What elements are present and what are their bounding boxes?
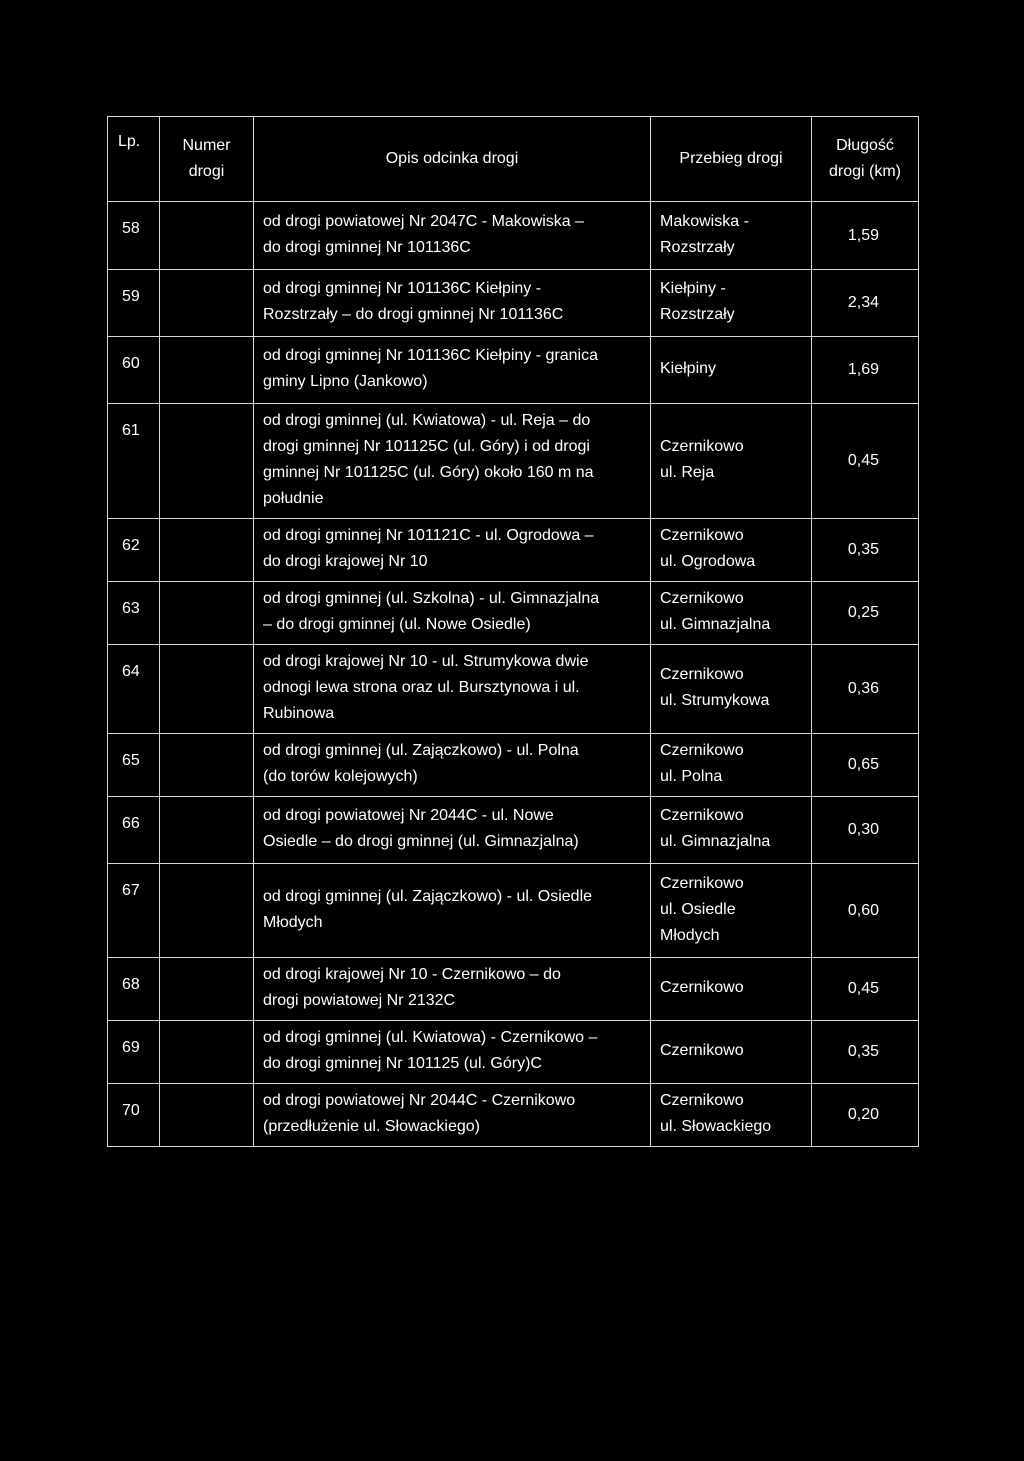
row-numer <box>160 582 254 645</box>
table-row <box>108 202 919 270</box>
row-opis: od drogi gminnej Nr 101121C - ul. Ogrodowa – do drogi krajowej Nr 10 <box>254 519 651 582</box>
row-opis: od drogi gminnej (ul. Kwiatowa) - ul. Reja – do drogi gminnej Nr 101125C (ul. Góry) i od drogi gminnej Nr 101125C (ul. Góry) około 160 m na południe <box>254 404 651 519</box>
row-lp: 65 <box>108 734 160 797</box>
row-przebieg: Czernikowo ul. Strumykowa <box>651 645 812 734</box>
row-opis: od drogi krajowej Nr 10 - ul. Strumykowa dwie odnogi lewa strona oraz ul. Bursztynowa i ul. Rubinowa <box>254 645 651 734</box>
row-numer <box>160 202 254 270</box>
row-opis: od drogi gminnej Nr 101136C Kiełpiny - Rozstrzały – do drogi gminnej Nr 101136C <box>254 270 651 337</box>
row-dlugosc: 0,25 <box>812 582 919 645</box>
row-numer <box>160 734 254 797</box>
row-przebieg: Czernikowo <box>651 958 812 1021</box>
row-lp: 70 <box>108 1084 160 1147</box>
row-opis: od drogi gminnej (ul. Zajączkowo) - ul. Osiedle Młodych <box>254 864 651 958</box>
header-numer <box>160 117 254 202</box>
row-numer <box>160 519 254 582</box>
header-dlugosc-line1: Długość <box>836 137 894 154</box>
row-lp: 64 <box>108 645 160 734</box>
table-row <box>108 645 919 734</box>
row-lp: 61 <box>108 404 160 519</box>
row-dlugosc: 0,35 <box>812 1021 919 1084</box>
table-row <box>108 582 919 645</box>
row-numer <box>160 270 254 337</box>
row-lp: 62 <box>108 519 160 582</box>
row-lp: 60 <box>108 337 160 404</box>
header-opis: Opis odcinka drogi <box>254 117 651 202</box>
row-opis: od drogi powiatowej Nr 2044C - ul. Nowe Osiedle – do drogi gminnej (ul. Gimnazjalna) <box>254 797 651 864</box>
row-dlugosc: 2,34 <box>812 270 919 337</box>
table-row <box>108 1021 919 1084</box>
row-przebieg: Czernikowo ul. Gimnazjalna <box>651 797 812 864</box>
row-przebieg: Czernikowo ul. Polna <box>651 734 812 797</box>
row-opis: od drogi gminnej Nr 101136C Kiełpiny - granica gminy Lipno (Jankowo) <box>254 337 651 404</box>
table-row <box>108 1084 919 1147</box>
row-dlugosc: 1,69 <box>812 337 919 404</box>
row-numer <box>160 645 254 734</box>
row-dlugosc: 0,30 <box>812 797 919 864</box>
table-row <box>108 337 919 404</box>
row-lp: 68 <box>108 958 160 1021</box>
row-numer <box>160 337 254 404</box>
row-lp: 66 <box>108 797 160 864</box>
header-dlugosc-line2: drogi (km) <box>828 163 901 180</box>
row-przebieg: Makowiska - Rozstrzały <box>651 202 812 270</box>
row-lp: 59 <box>108 270 160 337</box>
row-opis: od drogi gminnej (ul. Szkolna) - ul. Gimnazjalna – do drogi gminnej (ul. Nowe Osiedle) <box>254 582 651 645</box>
row-przebieg: Czernikowo ul. Słowackiego <box>651 1084 812 1147</box>
table-row <box>108 958 919 1021</box>
row-numer <box>160 958 254 1021</box>
header-numer-line1: Numer <box>182 137 231 154</box>
row-przebieg: Czernikowo ul. Reja <box>651 404 812 519</box>
row-przebieg: Czernikowo ul. Osiedle Młodych <box>651 864 812 958</box>
table-body <box>108 202 919 1147</box>
row-dlugosc: 0,36 <box>812 645 919 734</box>
row-przebieg: Czernikowo <box>651 1021 812 1084</box>
row-numer <box>160 404 254 519</box>
row-opis: od drogi gminnej (ul. Zajączkowo) - ul. Polna (do torów kolejowych) <box>254 734 651 797</box>
table-row <box>108 734 919 797</box>
row-numer <box>160 797 254 864</box>
table-header <box>108 117 919 202</box>
table-row <box>108 519 919 582</box>
table-row <box>108 404 919 519</box>
header-lp: Lp. <box>108 117 160 202</box>
row-dlugosc: 0,60 <box>812 864 919 958</box>
header-row <box>108 117 919 202</box>
roads-table <box>107 116 919 1147</box>
row-przebieg: Czernikowo ul. Gimnazjalna <box>651 582 812 645</box>
header-przebieg: Przebieg drogi <box>651 117 812 202</box>
row-opis: od drogi powiatowej Nr 2044C - Czernikowo (przedłużenie ul. Słowackiego) <box>254 1084 651 1147</box>
header-numer-line2: drogi <box>188 163 225 180</box>
row-lp: 63 <box>108 582 160 645</box>
row-dlugosc: 0,45 <box>812 404 919 519</box>
table-row <box>108 797 919 864</box>
row-opis: od drogi gminnej (ul. Kwiatowa) - Czernikowo – do drogi gminnej Nr 101125 (ul. Góry)C <box>254 1021 651 1084</box>
row-dlugosc: 0,45 <box>812 958 919 1021</box>
row-dlugosc: 0,20 <box>812 1084 919 1147</box>
row-numer <box>160 1021 254 1084</box>
row-przebieg: Kiełpiny - Rozstrzały <box>651 270 812 337</box>
row-numer <box>160 864 254 958</box>
row-dlugosc: 0,65 <box>812 734 919 797</box>
table-row <box>108 270 919 337</box>
row-opis: od drogi powiatowej Nr 2047C - Makowiska – do drogi gminnej Nr 101136C <box>254 202 651 270</box>
row-dlugosc: 1,59 <box>812 202 919 270</box>
row-dlugosc: 0,35 <box>812 519 919 582</box>
row-lp: 67 <box>108 864 160 958</box>
row-lp: 58 <box>108 202 160 270</box>
row-numer <box>160 1084 254 1147</box>
row-przebieg: Kiełpiny <box>651 337 812 404</box>
header-dlugosc <box>812 117 919 202</box>
row-lp: 69 <box>108 1021 160 1084</box>
row-opis: od drogi krajowej Nr 10 - Czernikowo – do drogi powiatowej Nr 2132C <box>254 958 651 1021</box>
row-przebieg: Czernikowo ul. Ogrodowa <box>651 519 812 582</box>
table-row <box>108 864 919 958</box>
